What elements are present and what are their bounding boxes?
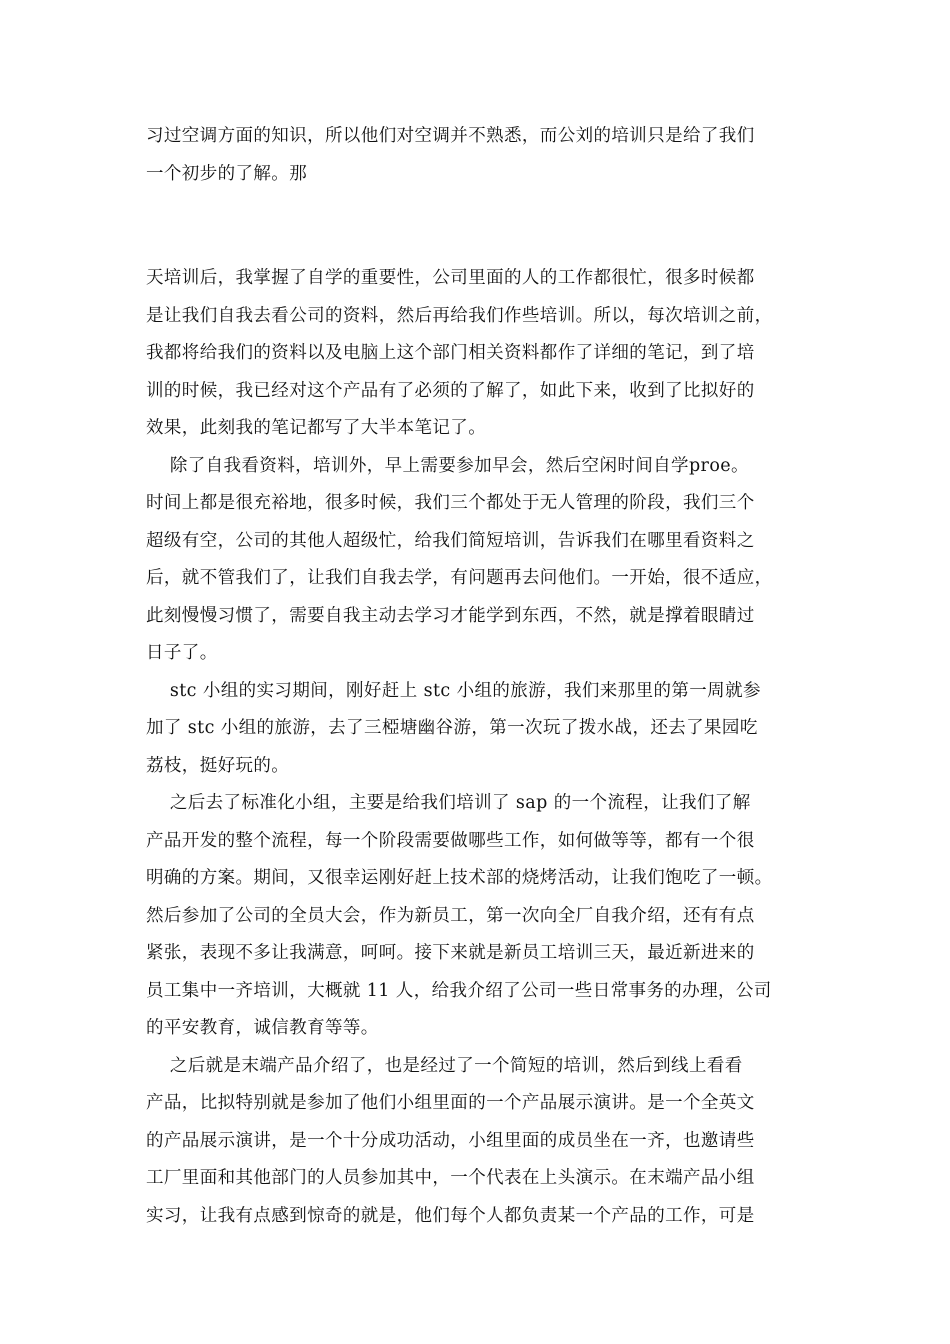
text-line: 我都将给我们的资料以及电脑上这个部门相关资料都作了详细的笔记，到了培 bbox=[146, 343, 755, 363]
text-line: 明确的方案。期间，又很幸运刚好赶上技术部的烧烤活动，让我们饱吃了一顿。 bbox=[146, 868, 773, 888]
text-line: 实习，让我有点感到惊奇的就是，他们每个人都负责某一个产品的工作，可是 bbox=[146, 1205, 755, 1226]
paragraph bbox=[146, 785, 808, 1048]
text-line: 紧张，表现不多让我满意，呵呵。接下来就是新员工培训三天，最近新进来的 bbox=[146, 943, 755, 963]
text-line: 之后去了标准化小组，主要是给我们培训了 sap 的一个流程，让我们了解 bbox=[146, 793, 751, 813]
text-line: 后，就不管我们了，让我们自我去学，有问题再去问他们。一开始，很不适应， bbox=[146, 568, 773, 588]
paragraph bbox=[146, 260, 808, 448]
text-line: 此刻慢慢习惯了，需要自我主动去学习才能学到东西，不然，就是撑着眼睛过 bbox=[146, 605, 755, 626]
text-line: 除了自我看资料，培训外，早上需要参加早会，然后空闲时间自学proe。 bbox=[146, 455, 749, 476]
text-line: 荔枝，挺好玩的。 bbox=[146, 755, 290, 776]
paragraph bbox=[146, 448, 808, 673]
text-line: 习过空调方面的知识，所以他们对空调并不熟悉，而公刘的培训只是给了我们 bbox=[146, 126, 755, 146]
paragraph bbox=[146, 1048, 808, 1236]
text-line: 训的时候，我已经对这个产品有了必须的了解了，如此下来，收到了比拟好的 bbox=[146, 380, 755, 401]
text-line: 天培训后，我掌握了自学的重要性，公司里面的人的工作都很忙，很多时候都 bbox=[146, 268, 755, 288]
text-line: 员工集中一齐培训，大概就 11 人，给我介绍了公司一些日常事务的办理，公司 bbox=[146, 980, 772, 1001]
text-fragment bbox=[146, 118, 808, 193]
text-line: 日子了。 bbox=[146, 643, 218, 663]
text-line: 的产品展示演讲，是一个十分成功活动，小组里面的成员坐在一齐，也邀请些 bbox=[146, 1130, 755, 1151]
text-line: 然后参加了公司的全员大会，作为新员工，第一次向全厂自我介绍，还有有点 bbox=[146, 905, 755, 926]
text-line: 之后就是末端产品介绍了，也是经过了一个简短的培训，然后到线上看看 bbox=[146, 1055, 743, 1076]
text-line: 超级有空，公司的其他人超级忙，给我们简短培训，告诉我们在哪里看资料之 bbox=[146, 530, 755, 551]
body-text bbox=[146, 260, 808, 1235]
text-line: stc 小组的实习期间，刚好赶上 stc 小组的旅游，我们来那里的第一周就参 bbox=[146, 680, 761, 701]
text-line: 一个初步的了解。那 bbox=[146, 163, 308, 184]
text-line: 时间上都是很充裕地，很多时候，我们三个都处于无人管理的阶段，我们三个 bbox=[146, 493, 755, 513]
paragraph bbox=[146, 673, 808, 786]
text-line: 产品开发的整个流程，每一个阶段需要做哪些工作，如何做等等，都有一个很 bbox=[146, 830, 755, 851]
text-line: 加了 stc 小组的旅游，去了三椏塘幽谷游，第一次玩了拨水战，还去了果园吃 bbox=[146, 718, 758, 738]
text-line: 工厂里面和其他部门的人员参加其中，一个代表在上头演示。在末端产品小组 bbox=[146, 1168, 755, 1188]
text-line: 是让我们自我去看公司的资料，然后再给我们作些培训。所以，每次培训之前， bbox=[146, 305, 773, 326]
text-line: 效果，此刻我的笔记都写了大半本笔记了。 bbox=[146, 418, 487, 438]
text-line: 产品，比拟特别就是参加了他们小组里面的一个产品展示演讲。是一个全英文 bbox=[146, 1093, 755, 1113]
text-line: 的平安教育，诚信教育等等。 bbox=[146, 1018, 379, 1038]
